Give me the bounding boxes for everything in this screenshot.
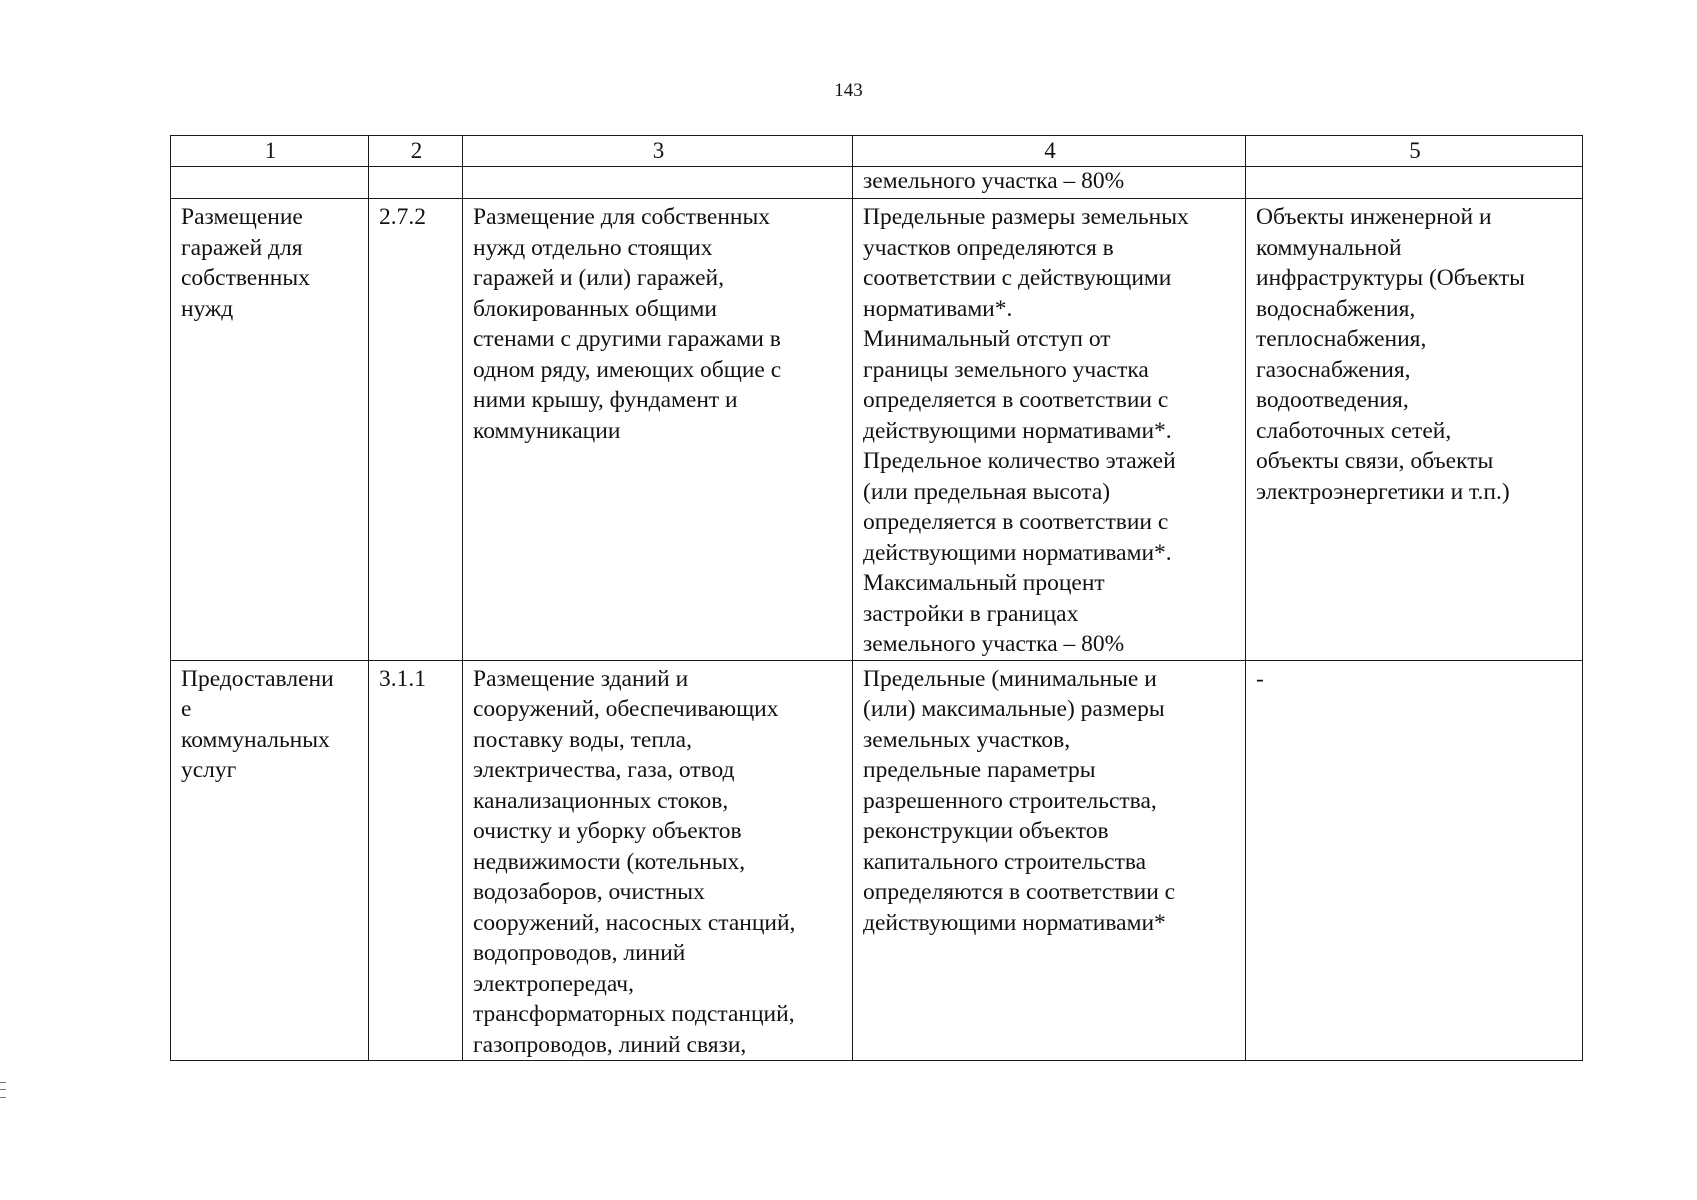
header-cell-5: 5 xyxy=(1246,136,1583,167)
land-use-code: 3.1.1 xyxy=(369,660,463,1061)
header-cell-2: 2 xyxy=(369,136,463,167)
scan-edge-mark xyxy=(0,1082,6,1098)
land-use-description: Размещение для собственных нужд отдельно стоящих гаражей и (или) гаражей, блокированных общими стенами с другими гаражами в одном ряду, имеющих общие с ними крышу, фундамент и коммуникации xyxy=(463,199,853,661)
continuation-cell-3 xyxy=(463,167,853,199)
zoning-table xyxy=(170,135,1583,1061)
table-row xyxy=(171,199,1583,661)
land-use-name: Предоставлени е коммунальных услуг xyxy=(171,660,369,1061)
header-cell-1: 1 xyxy=(171,136,369,167)
construction-parameters: Предельные (минимальные и (или) максимальные) размеры земельных участков, предельные параметры разрешенного строительства, реконструкции объектов капитального строительства определяются в соответствии с действующими нормативами* xyxy=(853,660,1246,1061)
table-header-row xyxy=(171,136,1583,167)
table-row xyxy=(171,660,1583,1061)
construction-parameters: Предельные размеры земельных участков определяются в соответствии с действующими нормативами*. Минимальный отступ от границы земельного участка определяется в соответствии с действующими нормативами*. Предельное количество этажей (или предельная высота) определяется в соответствии с действующими нормативами*. Максимальный процент застройки в границах земельного участка – 80% xyxy=(853,199,1246,661)
continuation-row xyxy=(171,167,1583,199)
header-cell-4: 4 xyxy=(853,136,1246,167)
land-use-description: Размещение зданий и сооружений, обеспечивающих поставку воды, тепла, электричества, газа, отвод канализационных стоков, очистку и уборку объектов недвижимости (котельных, водозаборов, очистных сооружений, насосных станций, водопроводов, линий электропередач, трансформаторных подстанций, газопроводов, линий связи, xyxy=(463,660,853,1061)
auxiliary-uses: Объекты инженерной и коммунальной инфраструктуры (Объекты водоснабжения, теплоснабжения, газоснабжения, водоотведения, слаботочных сетей, объекты связи, объекты электроэнергетики и т.п.) xyxy=(1246,199,1583,661)
header-cell-3: 3 xyxy=(463,136,853,167)
page-number: 143 xyxy=(834,80,863,101)
continuation-cell-1 xyxy=(171,167,369,199)
land-use-code: 2.7.2 xyxy=(369,199,463,661)
continuation-cell-5 xyxy=(1246,167,1583,199)
land-use-name: Размещение гаражей для собственных нужд xyxy=(171,199,369,661)
continuation-cell-2 xyxy=(369,167,463,199)
continuation-cell-4: земельного участка – 80% xyxy=(853,167,1246,199)
auxiliary-uses: - xyxy=(1246,660,1583,1061)
